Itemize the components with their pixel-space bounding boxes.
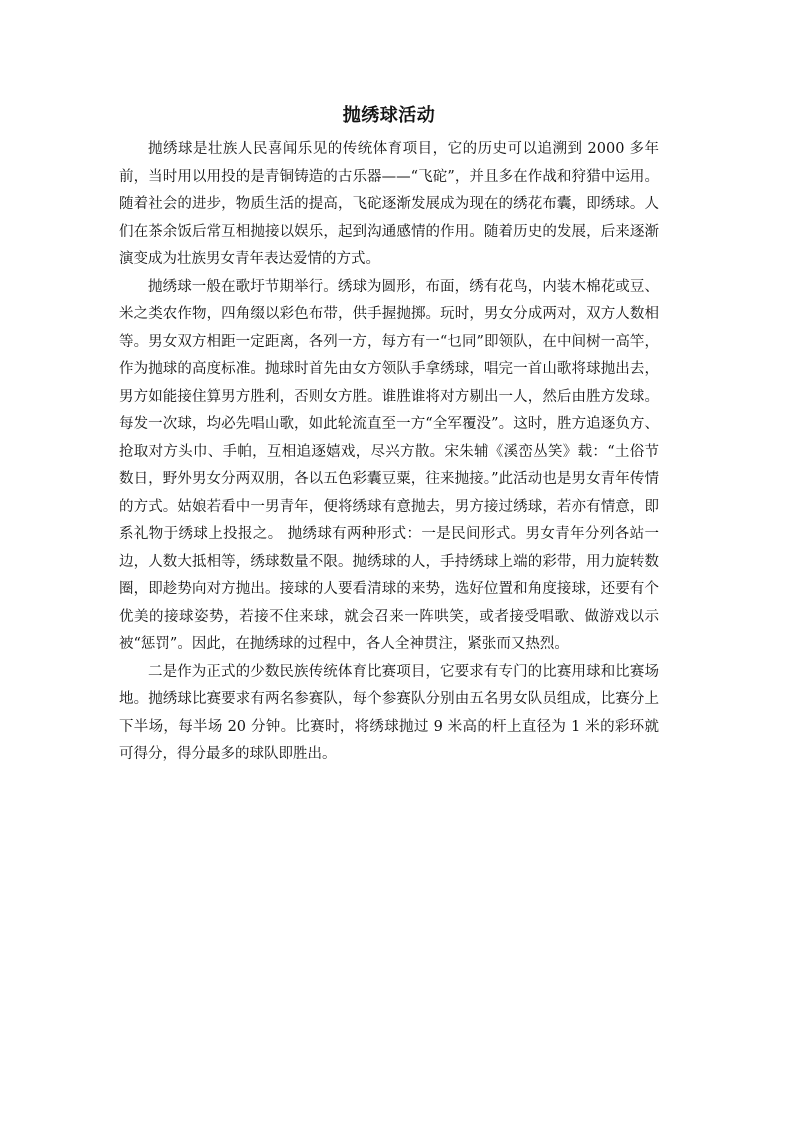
paragraph-history: 抛绣球是壮族人民喜闻乐见的传统体育项目，它的历史可以追溯到 2000 多年前，当时用以用投的是青铜铸造的古乐器——“飞砣”，并且多在作战和狩猎中运用。随着社会的进步，物质生活的提高，飞砣逐渐发展成为现在的绣花布囊，即绣球。人们在茶余饭后常互相抛接以娱乐，起到沟通感情的作用。随着历史的发展，后来逐渐演变成为壮族男女青年表达爱情的方式。 [119,141,659,267]
page-title: 抛绣球活动 [342,105,436,126]
paragraph-folk-custom: 抛绣球一般在歌圩节期举行。绣球为圆形，布面，绣有花鸟，内装木棉花或豆、米之类农作物，四角缀以彩色布带，供手握抛掷。玩时，男女分成两对，双方人数相等。男女双方相距一定距离，各列一方，每方有一“乜同”即领队，在中间树一高竿，作为抛球的高度标准。抛球时首先由女方领队手拿绣球，唱完一首山歌将球抛出去，男方如能接住算男方胜利，否则女方胜。谁胜谁将对方剔出一人，然后由胜方发球。每发一次球，均必先唱山歌，如此轮流直至一方“全军覆没”。这时，胜方追逐负方、抢取对方头巾、手帕，互相追逐嬉戏，尽兴方散。宋朱辅《溪峦丛笑》载：“土俗节数日，野外男女分两双朋，各以五色彩囊豆粟，往来抛接。”此活动也是男女青年传情的方式。姑娘若看中一男青年，便将绣球有意抛去，男方接过绣球，若亦有情意，即系礼物于绣球上投报之。 抛绣球有两种形式：一是民间形式。男女青年分列各站一边，人数大抵相等，绣球数量不限。抛绣球的人，手持绣球上端的彩带，用力旋转数圈，即趁势向对方抛出。接球的人要看清球的来势，选好位置和角度接球，还要有个优美的接球姿势，若接不住来球，就会召来一阵哄笑，或者接受唱歌、做游戏以示被“惩罚”。因此，在抛绣球的过程中，各人全神贯注，紧张而又热烈。 [119,278,659,652]
document-body [119,104,659,769]
paragraph-competition: 二是作为正式的少数民族传统体育比赛项目，它要求有专门的比赛用球和比赛场地。抛绣球比赛要求有两名参赛队，每个参赛队分别由五名男女队员组成，比赛分上下半场，每半场 20 分钟。比赛时，将绣球抛过 9 米高的杆上直径为 1 米的彩环就可得分，得分最多的球队即胜出。 [119,663,659,762]
